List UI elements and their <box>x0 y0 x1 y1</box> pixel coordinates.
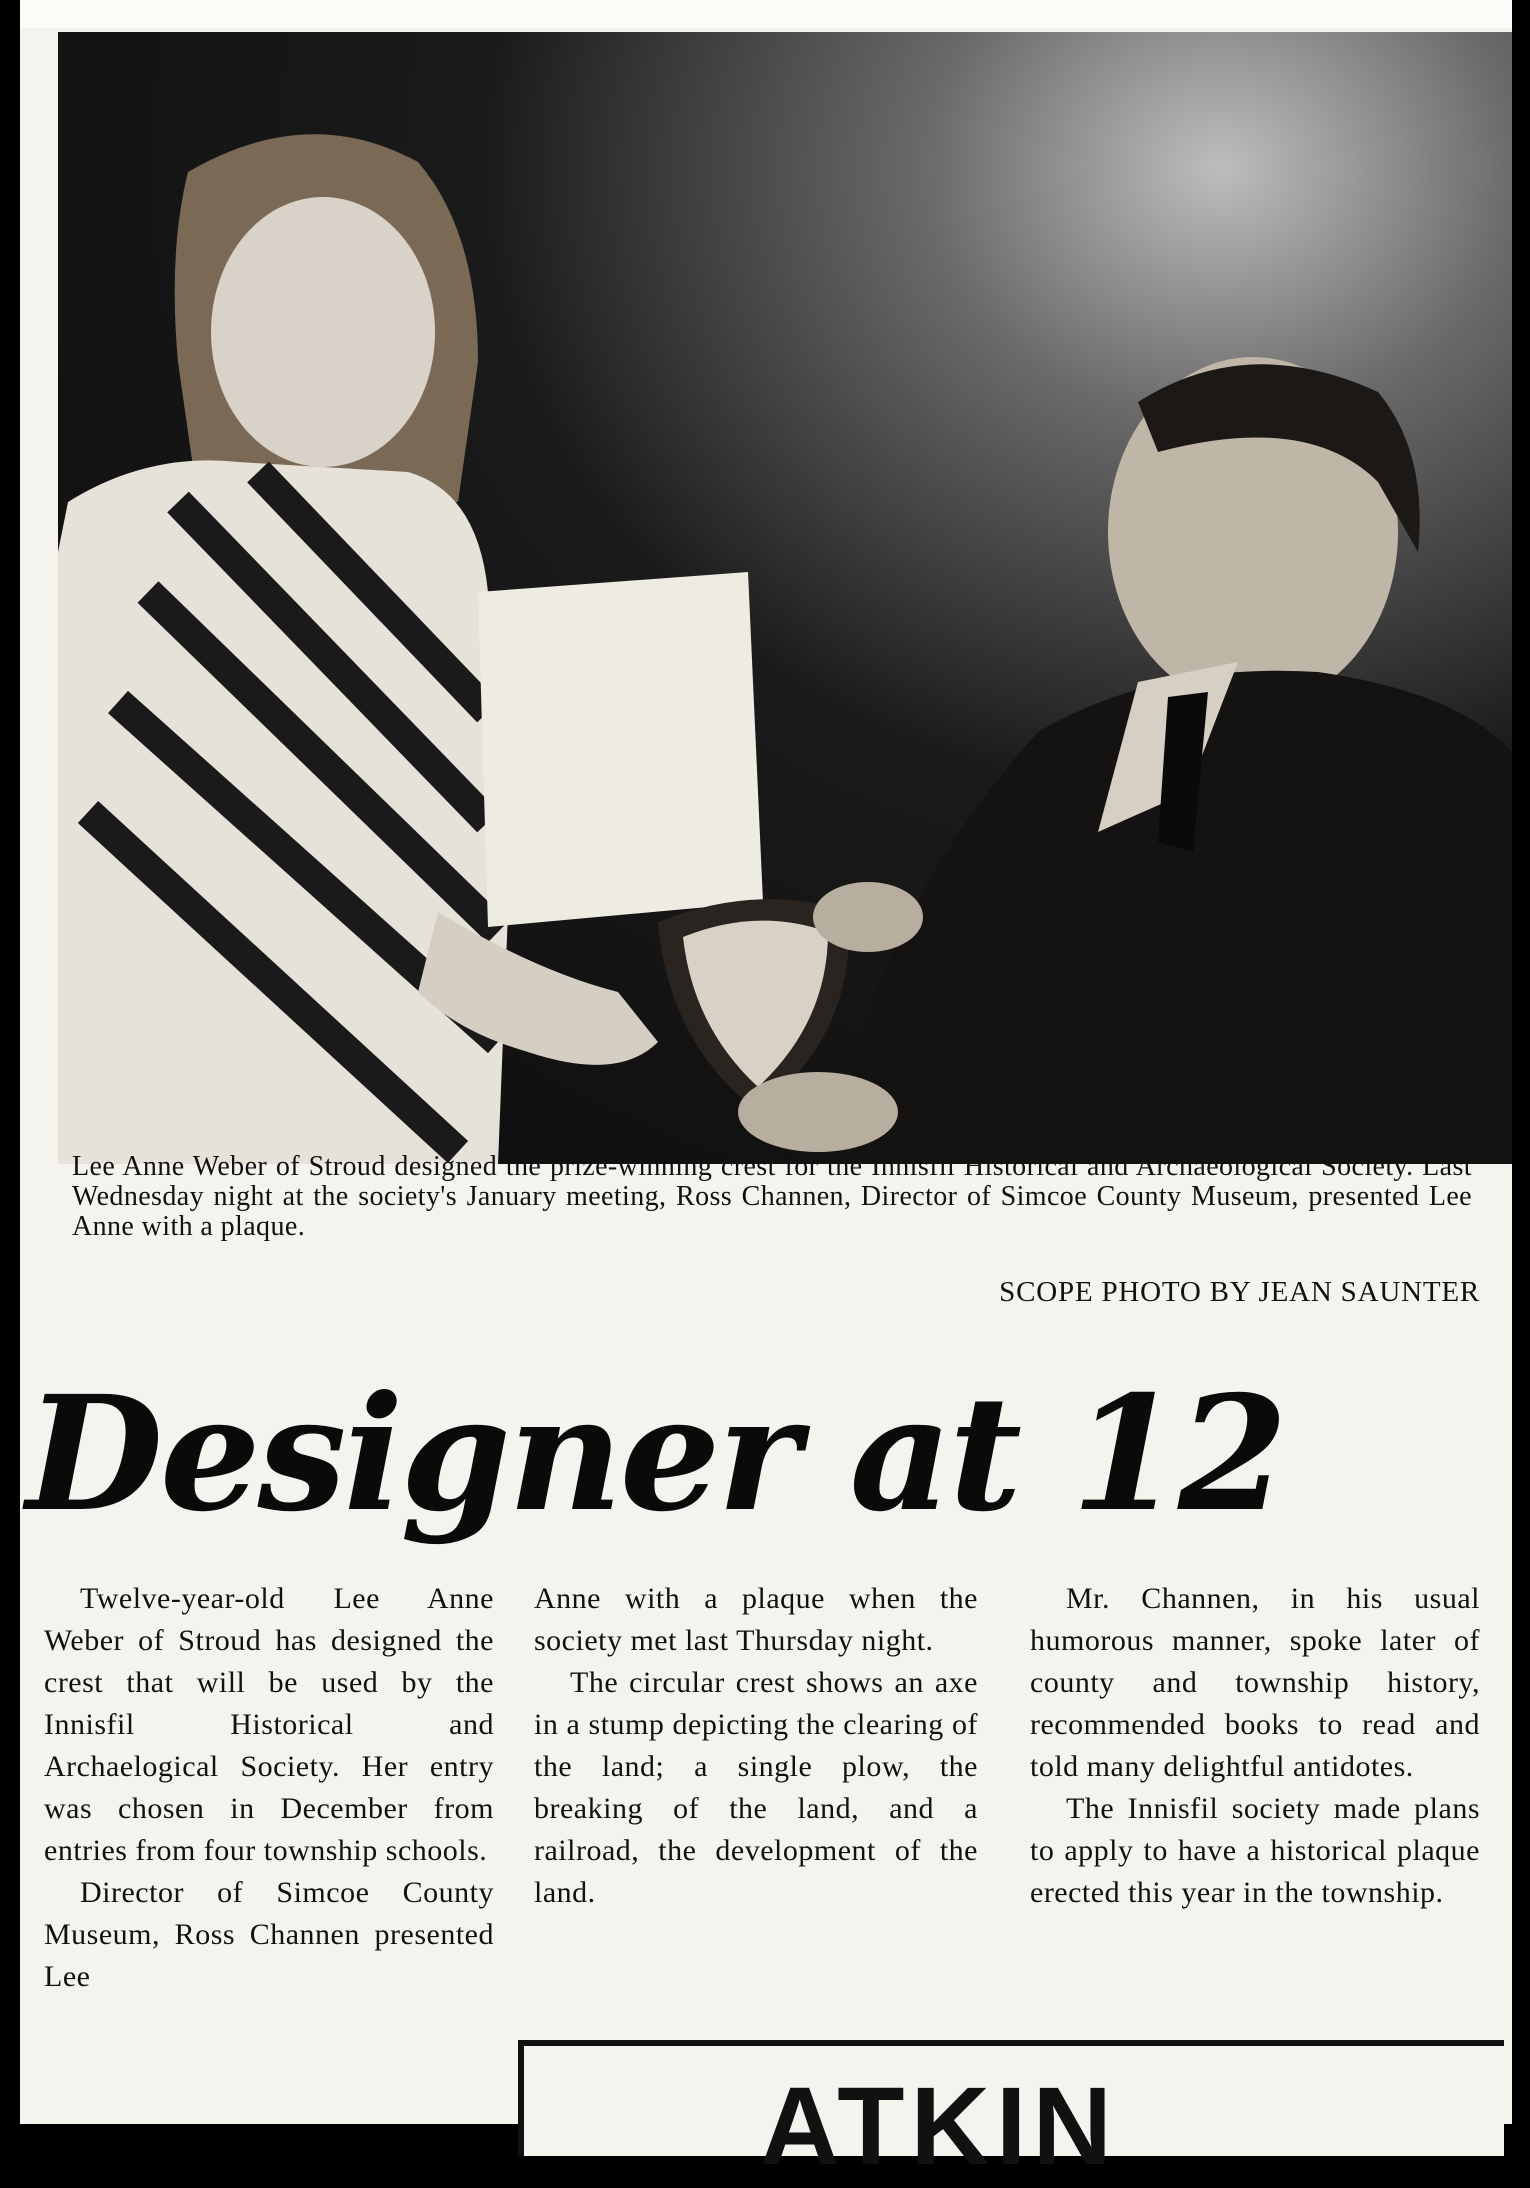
paragraph: The circular crest shows an axe in a stump depicting the clearing of the land; a single plow, the breaking of the land, and a railroad, the development of the land. <box>534 1666 978 1909</box>
article-headline: Designer at 12 <box>26 1362 1285 1547</box>
paragraph: The Innisfil society made plans to apply to have a historical plaque erected this year in the township. <box>1030 1792 1480 1909</box>
newspaper-clipping <box>20 0 1512 2124</box>
paragraph: Director of Simcoe County Museum, Ross Channen presented Lee <box>44 1876 494 1993</box>
article-column-2 <box>534 1578 978 1914</box>
photo-credit: SCOPE PHOTO BY JEAN SAUNTER <box>999 1276 1480 1308</box>
paragraph: Mr. Channen, in his usual humorous manner, spoke later of county and township history, recommended books to read and told many delightful antidotes. <box>1030 1582 1480 1783</box>
photo-illustration <box>58 32 1512 1164</box>
article-column-1 <box>44 1578 494 1998</box>
top-margin <box>20 0 1512 28</box>
girl-face <box>211 197 435 467</box>
news-photo <box>58 32 1512 1164</box>
article-column-3 <box>1030 1578 1480 1914</box>
advertisement-text: ATKIN <box>760 2065 1118 2188</box>
certificate <box>478 572 763 927</box>
scan-edge <box>1512 0 1530 2124</box>
caption-text: Lee Anne Weber of Stroud designed the prize-winning crest for the Innisfil Historical and Archaeological Society. Last Wednesday night at the society's January meeting, Ross Channen, Director of Simcoe County Museum, presented Lee Anne with a plaque. <box>72 1151 1472 1242</box>
paragraph: Anne with a plaque when the society met last Thursday night. <box>534 1582 978 1657</box>
paragraph: Twelve-year-old Lee Anne Weber of Stroud has designed the crest that will be used by the Innisfil Historical and Archaelogical Society. Her entry was chosen in December from entries from four township schools. <box>44 1582 494 1867</box>
girl-sweater <box>58 460 508 1164</box>
man-hand-bottom <box>738 1072 898 1152</box>
photo-caption <box>72 1152 1472 1242</box>
man-hand-top <box>813 882 923 952</box>
